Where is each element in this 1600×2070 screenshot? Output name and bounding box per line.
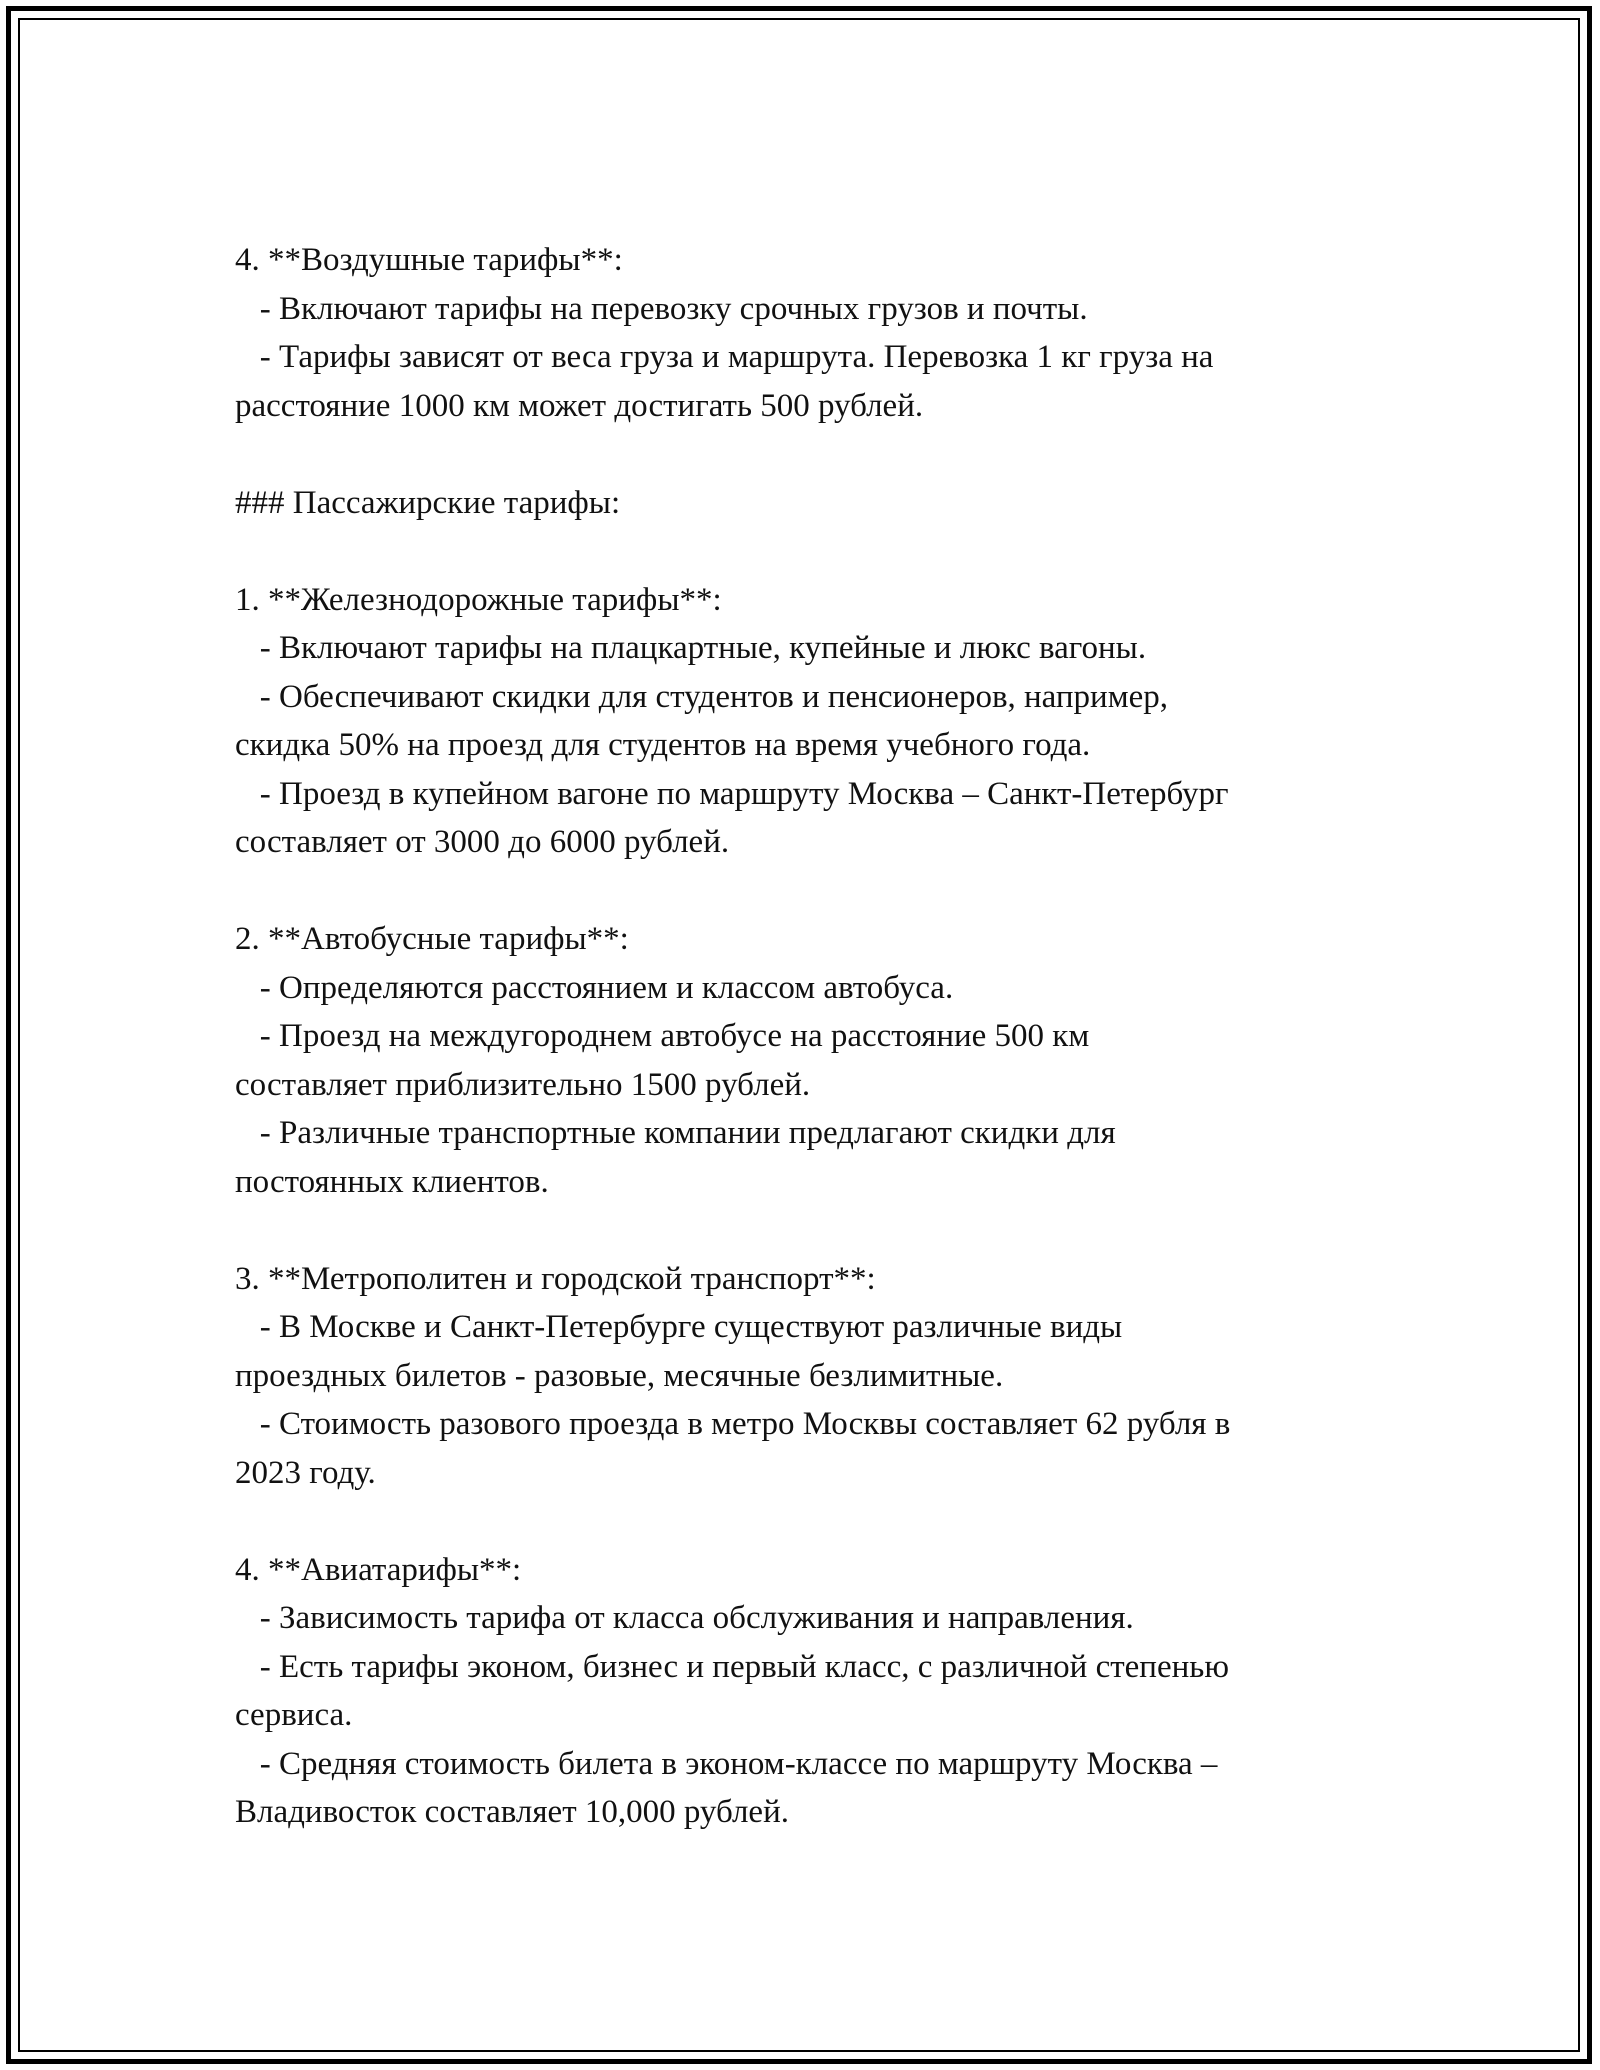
text-line: - В Москве и Санкт-Петербурге существуют различные виды: [235, 1309, 1123, 1345]
text-line: расстояние 1000 км может достигать 500 рублей.: [235, 387, 924, 424]
text-line: - Проезд в купейном вагоне по маршруту Москва – Санкт-Петербург: [235, 775, 1229, 812]
section-rail: [235, 576, 1375, 867]
document-body: [235, 236, 1375, 1837]
section-heading: 4. **Авиатарифы**:: [235, 1551, 522, 1588]
text-line: - Стоимость разового проезда в метро Москвы составляет 62 рубля в: [235, 1406, 1231, 1442]
section-heading: 3. **Метрополитен и городской транспорт**:: [235, 1260, 876, 1297]
section-passenger-title: [235, 479, 1375, 528]
text-line: - Различные транспортные компании предлагают скидки для: [235, 1115, 1116, 1151]
text-line: составляет от 3000 до 6000 рублей.: [235, 824, 730, 860]
section-heading: 1. **Железнодорожные тарифы**:: [235, 581, 722, 618]
section-heading: 2. **Автобусные тарифы**:: [235, 921, 629, 957]
paragraph-gap: [235, 1206, 1375, 1255]
text-line: - Включают тарифы на перевозку срочных грузов и почты.: [235, 290, 1088, 327]
text-line: - Определяются расстоянием и классом автобуса.: [235, 969, 954, 1006]
paragraph-gap: [235, 867, 1375, 916]
text-line: скидка 50% на проезд для студентов на время учебного года.: [235, 727, 1091, 763]
text-line: - Проезд на междугороднем автобусе на расстояние 500 км: [235, 1018, 1090, 1054]
text-line: - Есть тарифы эконом, бизнес и первый класс, с различной степенью: [235, 1648, 1229, 1685]
subheading: ### Пассажирские тарифы:: [235, 484, 621, 521]
section-air-freight: [235, 236, 1375, 430]
section-bus: [235, 915, 1375, 1206]
text-line: Владивосток составляет 10,000 рублей.: [235, 1794, 789, 1830]
text-line: - Включают тарифы на плацкартные, купейные и люкс вагоны.: [235, 630, 1147, 666]
paragraph-gap: [235, 430, 1375, 479]
text-line: - Средняя стоимость билета в эконом-классе по маршруту Москва –: [235, 1745, 1218, 1782]
text-line: постоянных клиентов.: [235, 1163, 549, 1200]
text-line: - Тарифы зависят от веса груза и маршрута. Перевозка 1 кг груза на: [235, 339, 1214, 375]
text-line: - Обеспечивают скидки для студентов и пенсионеров, например,: [235, 678, 1168, 715]
section-avia: [235, 1546, 1375, 1837]
section-metro: [235, 1255, 1375, 1498]
paragraph-gap: [235, 1497, 1375, 1546]
paragraph-gap: [235, 527, 1375, 576]
section-heading: 4. **Воздушные тарифы**:: [235, 242, 623, 278]
text-line: составляет приблизительно 1500 рублей.: [235, 1066, 811, 1103]
text-line: сервиса.: [235, 1697, 353, 1733]
text-line: 2023 году.: [235, 1454, 376, 1491]
text-line: - Зависимость тарифа от класса обслуживания и направления.: [235, 1600, 1134, 1636]
text-line: проездных билетов - разовые, месячные безлимитные.: [235, 1357, 1004, 1394]
